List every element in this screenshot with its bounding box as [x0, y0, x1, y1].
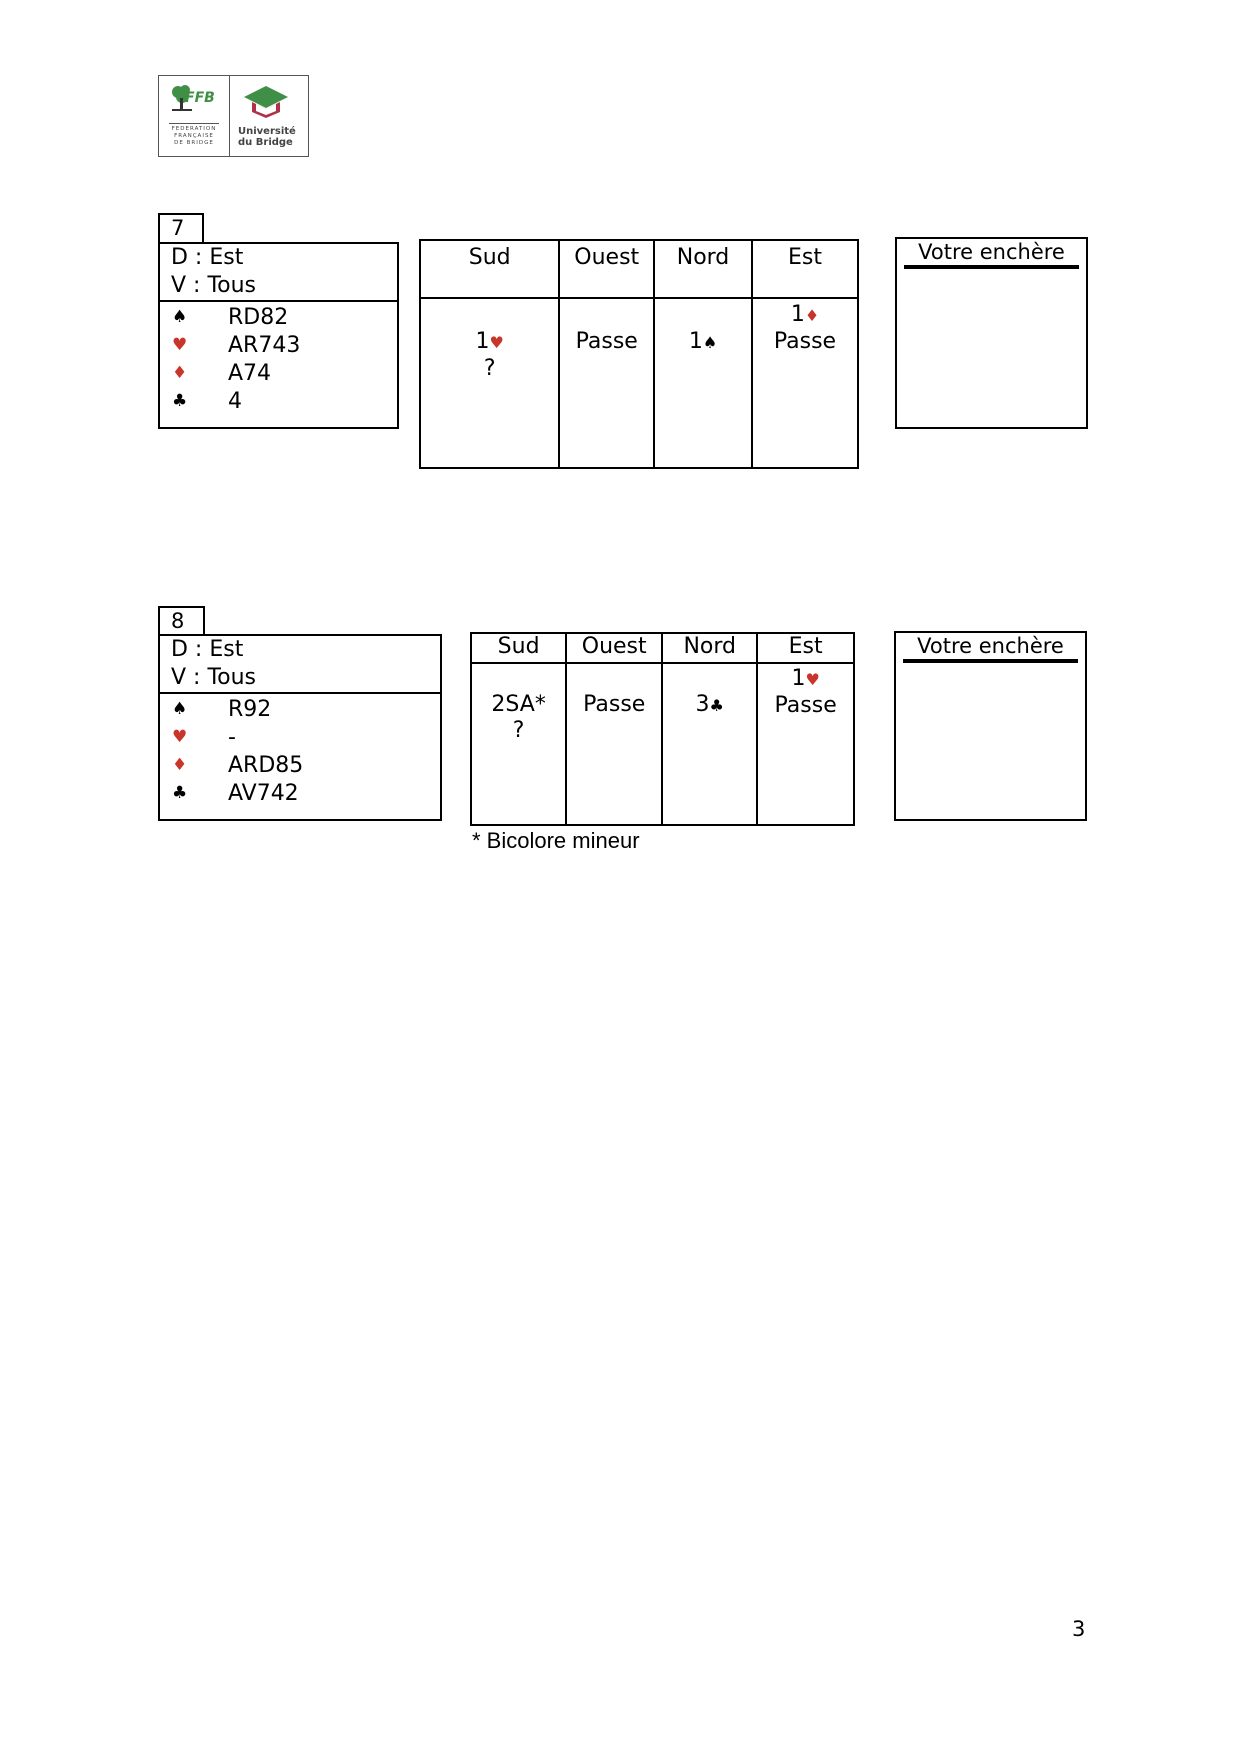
header-nord: Nord — [662, 633, 757, 663]
club-icon: ♣ — [709, 696, 724, 715]
bid-cell-est — [757, 663, 854, 825]
hand-row-hearts — [160, 331, 397, 359]
vulnerability: V : Tous — [171, 273, 257, 298]
diamond-icon: ♦ — [172, 755, 188, 775]
dealer: D : Est — [171, 637, 244, 662]
deal-number: 7 — [158, 213, 204, 244]
hand-row-hearts — [160, 723, 440, 751]
vulnerability: V : Tous — [171, 665, 257, 690]
bidding-header-row — [471, 633, 854, 663]
bid: Passe — [773, 329, 837, 354]
bidding-header-row — [420, 240, 858, 298]
diamond-icon: ♦ — [804, 306, 820, 325]
bid: Passe — [774, 693, 837, 718]
hand-row-spades — [160, 303, 397, 331]
hand-row-diamonds — [160, 359, 397, 387]
hand-cards: A74 — [228, 360, 272, 386]
bid: ? — [483, 356, 496, 381]
deal-info — [160, 244, 397, 302]
bid: Passe — [575, 329, 638, 354]
header-sud: Sud — [471, 633, 566, 663]
hand-row-spades — [160, 695, 440, 723]
hand-row-clubs — [160, 779, 440, 807]
answer-title: Votre enchère — [904, 239, 1079, 269]
hand — [160, 302, 397, 415]
bid: 1♥ — [791, 666, 820, 691]
logo-divider — [169, 123, 219, 124]
header-ouest: Ouest — [566, 633, 662, 663]
hand-cards: AV742 — [228, 780, 299, 806]
spade-icon: ♠ — [172, 699, 188, 719]
logo — [158, 75, 309, 157]
bid: ? — [512, 718, 525, 743]
spade-icon: ♠ — [702, 333, 718, 352]
heart-icon: ♥ — [172, 335, 188, 355]
universite-text: Université du Bridge — [238, 126, 296, 148]
bid-cell-ouest — [559, 298, 654, 468]
club-icon: ♣ — [172, 783, 188, 803]
hand-cards: 4 — [228, 388, 242, 414]
deal-number: 8 — [158, 606, 205, 636]
header-est: Est — [752, 240, 858, 298]
page-number: 3 — [1072, 1617, 1086, 1641]
heart-icon: ♥ — [172, 727, 188, 747]
bid-cell-est — [752, 298, 858, 468]
hand-cards: - — [228, 724, 236, 750]
footnote: * Bicolore mineur — [472, 828, 640, 853]
club-icon: ♣ — [172, 391, 188, 411]
bidding-table — [470, 632, 855, 826]
ffb-text: FEDERATION FRANÇAISE DE BRIDGE — [171, 126, 217, 146]
hand-cards: ARD85 — [228, 752, 304, 778]
bid-cell-ouest — [566, 663, 662, 825]
hand — [160, 694, 440, 807]
header-nord: Nord — [654, 240, 752, 298]
bid-cell-nord — [654, 298, 752, 468]
hand-row-clubs — [160, 387, 397, 415]
answer-box[interactable] — [894, 631, 1087, 821]
bid: 3♣ — [695, 692, 724, 717]
answer-title: Votre enchère — [903, 633, 1078, 663]
dealer: D : Est — [171, 245, 244, 270]
bid: 2SA* — [491, 692, 546, 717]
bid: Passe — [583, 692, 646, 717]
bidding-row — [471, 663, 854, 825]
ffb-brand: FFB — [185, 90, 215, 106]
heart-icon: ♥ — [489, 333, 504, 352]
bid-cell-sud — [471, 663, 566, 825]
bid-cell-sud — [420, 298, 559, 468]
header-ouest: Ouest — [559, 240, 654, 298]
heart-icon: ♥ — [805, 670, 820, 689]
answer-box[interactable] — [895, 237, 1088, 429]
header-sud: Sud — [420, 240, 559, 298]
hand-box — [158, 634, 442, 821]
hand-cards: AR743 — [228, 332, 301, 358]
graduation-cap-icon — [242, 84, 290, 122]
hand-box — [158, 242, 399, 429]
universite-logo — [230, 76, 308, 156]
deal-info — [160, 636, 440, 694]
bidding-row — [420, 298, 858, 468]
bid-cell-nord — [662, 663, 757, 825]
bid: 1♦ — [790, 302, 820, 327]
hand-cards: R92 — [228, 696, 272, 722]
header-est: Est — [757, 633, 854, 663]
diamond-icon: ♦ — [172, 363, 188, 383]
bidding-table — [419, 239, 859, 469]
hand-row-diamonds — [160, 751, 440, 779]
spade-icon: ♠ — [172, 307, 188, 327]
bid: 1♥ — [475, 329, 504, 354]
hand-cards: RD82 — [228, 304, 289, 330]
ffb-logo — [159, 76, 230, 156]
bid: 1♠ — [688, 329, 718, 354]
